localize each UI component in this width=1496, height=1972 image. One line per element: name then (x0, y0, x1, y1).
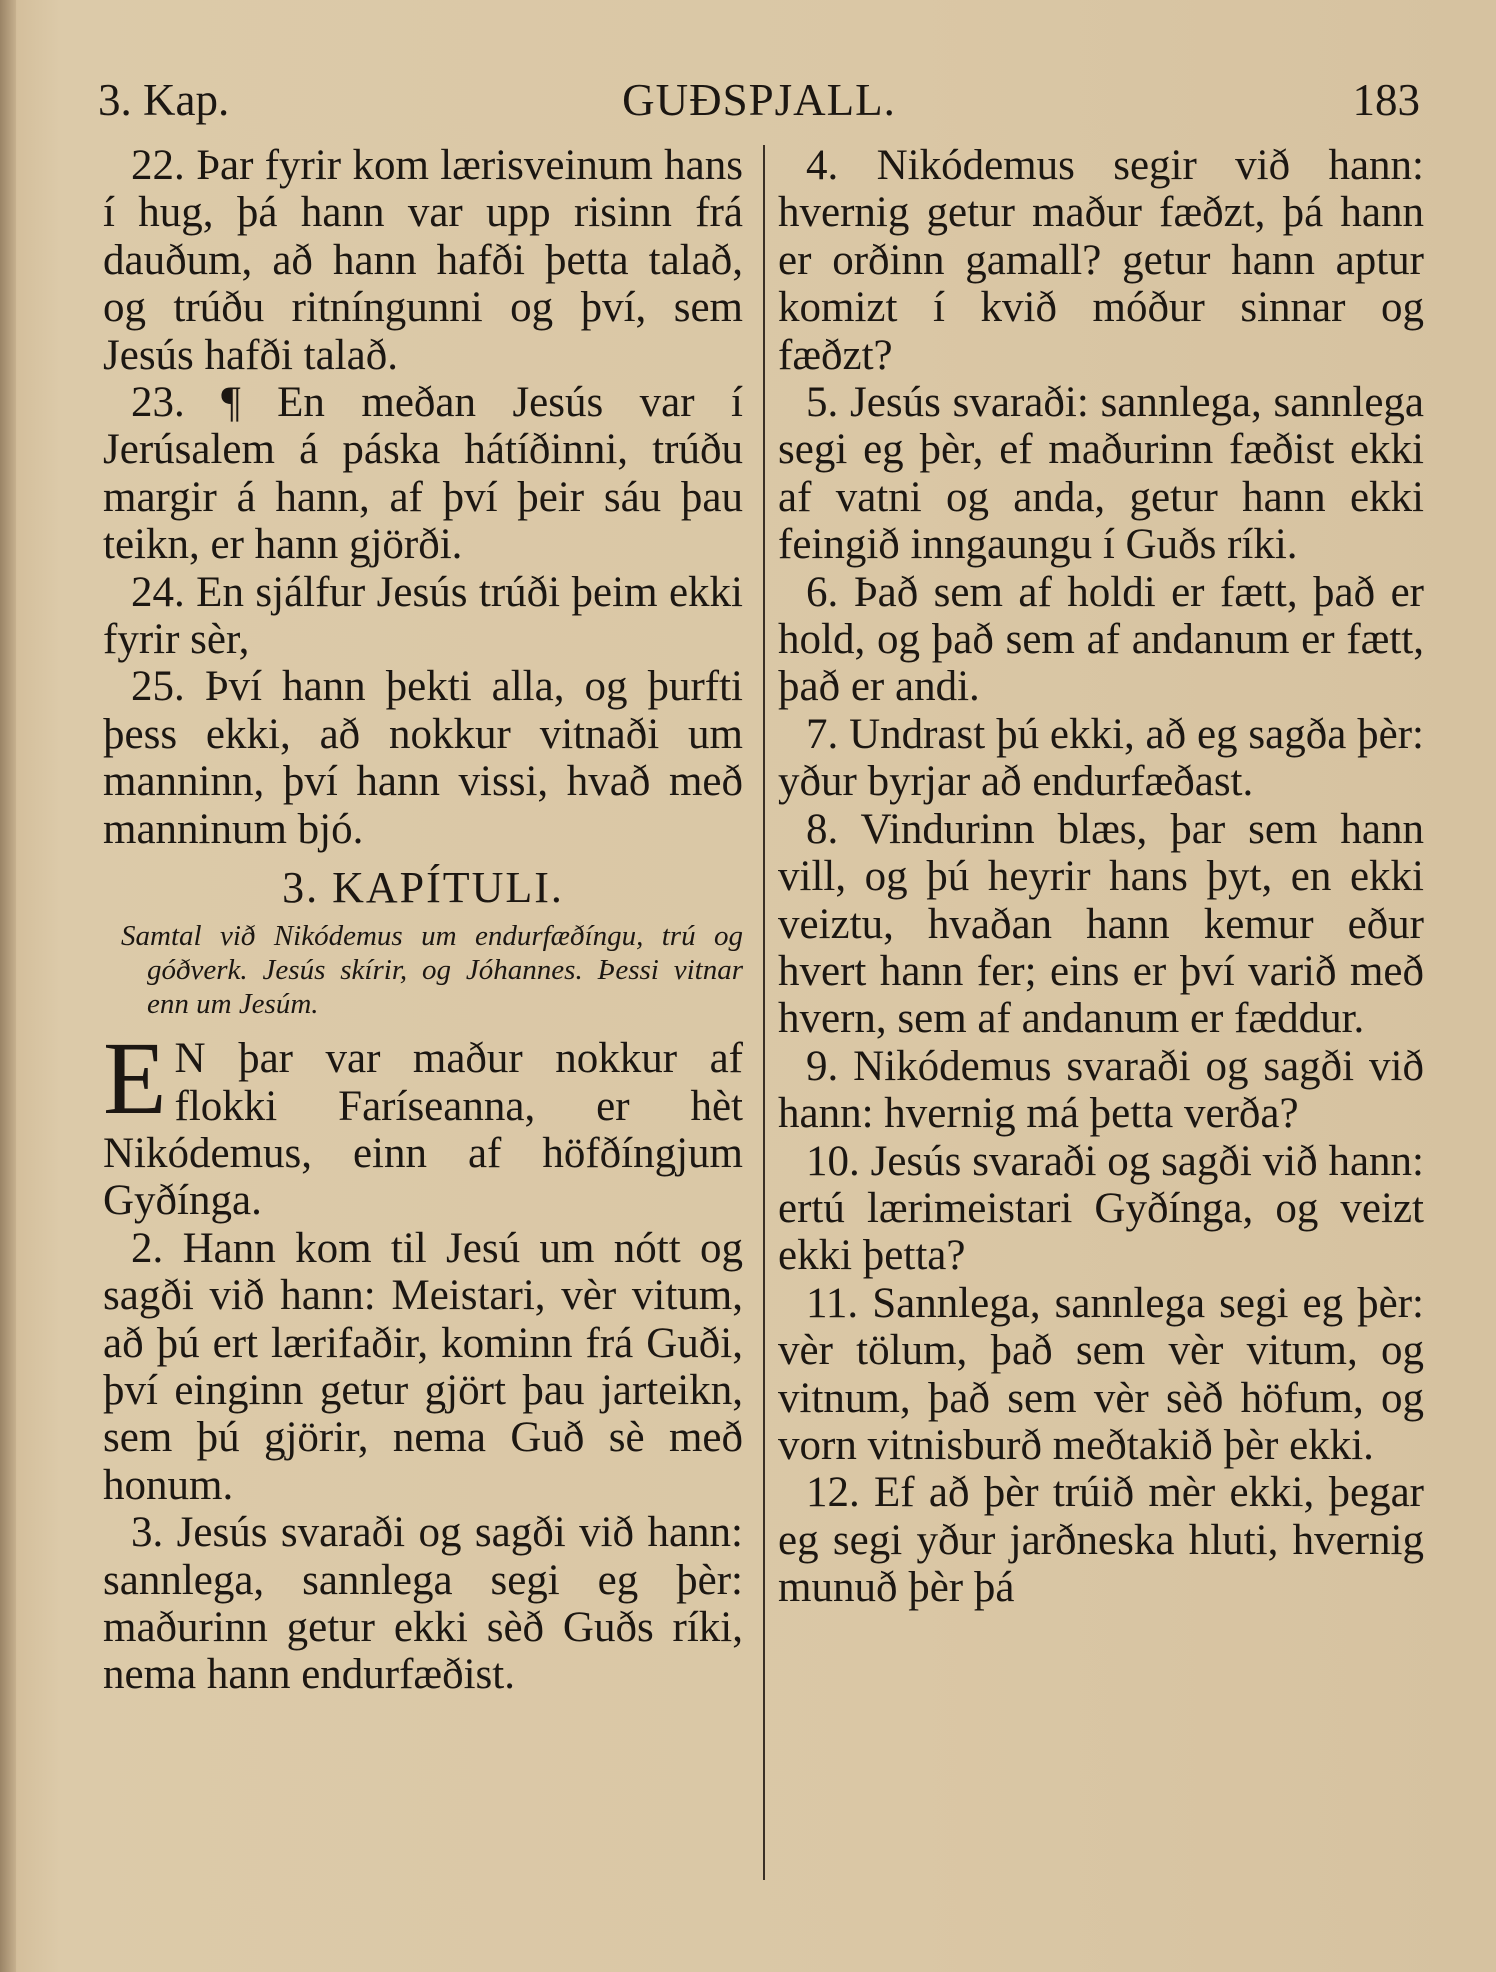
chapter-summary: Samtal við Nikódemus um endurfæðíngu, trú og góðverk. Jesús skírir, og Jóhannes. Þessi vitnar enn um Jesúm. (121, 920, 743, 1021)
header-chapter: 3. Kap. (98, 75, 230, 125)
verse-5: 5. Jesús svaraði: sannlega, sannlega segi eg þèr, ef maðurinn fæðist ekki af vatni og anda, getur hann ekki feingið inngaungu í Guðs ríki. (778, 379, 1424, 569)
verse-23: 23. ¶ En meðan Jesús var í Jerúsalem á páska hátíðinni, trúðu margir á hann, af því þeir sáu þau teikn, er hann gjörði. (103, 379, 743, 569)
verse-7: 7. Undrast þú ekki, að eg sagða þèr: yður byrjar að endurfæðast. (778, 710, 1424, 806)
verse-11: 11. Sannlega, sannlega segi eg þèr: vèr tölum, það sem vèr vitum, og vitnum, það sem vèr sèð höfum, og vorn vitnisburð meðtakið þèr ekki. (778, 1279, 1424, 1469)
page-number: 183 (1352, 75, 1420, 125)
verse-25: 25. Því hann þekti alla, og þurfti þess ekki, að nokkur vitnaði um manninn, því hann vissi, hvað með manninum bjó. (103, 663, 743, 853)
verse-12: 12. Ef að þèr trúið mèr ekki, þegar eg segi yður jarðneska hluti, hvernig munuð þèr þá (778, 1469, 1424, 1612)
column-divider (763, 145, 765, 1880)
page-binding-edge (0, 0, 16, 1972)
running-header (98, 70, 1420, 130)
right-column (778, 142, 1424, 1612)
verse-22: 22. Þar fyrir kom lærisveinum hans í hug, þá hann var upp risinn frá dauðum, að hann hafði þetta talað, og trúðu ritníngunni og því, sem Jesús hafði talað. (103, 142, 743, 379)
drop-cap: E (103, 1021, 167, 1137)
chapter-title: 3. KAPÍTULI. (282, 863, 564, 913)
verse-4: 4. Nikódemus segir við hann: hvernig getur maður fæðzt, þá hann er orðinn gamall? getur hann aptur komizt í kvið móður sinnar og fæðzt? (778, 142, 1424, 379)
verse-24: 24. En sjálfur Jesús trúði þeim ekki fyrir sèr, (103, 568, 743, 664)
verse-6: 6. Það sem af holdi er fætt, það er hold, og það sem af andanum er fætt, það er andi. (778, 568, 1424, 711)
verse-8: 8. Vindurinn blæs, þar sem hann vill, og þú heyrir hans þyt, en ekki veiztu, hvaðan hann kemur eður hvert hann fer; eins er því varið með hvern, sem af andanum er fæddur. (778, 805, 1424, 1043)
verse-3: 3. Jesús svaraði og sagði við hann: sannlega, sannlega segi eg þèr: maðurinn getur ekki sèð Guðs ríki, nema hann endurfæðist. (103, 1509, 743, 1699)
verse-1 (103, 1021, 743, 1225)
left-column (103, 142, 743, 1699)
verse-2: 2. Hann kom til Jesú um nótt og sagði við hann: Meistari, vèr vitum, að þú ert lærifaðir, kominn frá Guði, því einginn getur gjört þau jarteikn, sem þú gjörir, nema Guð sè með honum. (103, 1224, 743, 1509)
header-title: GUÐSPJALL. (622, 75, 896, 125)
verse-1-text: N þar var maður nokkur af flokki Faríseanna, er hèt Nikódemus, einn af höfðíngjum Gyðínga. (103, 1035, 743, 1225)
verse-9: 9. Nikódemus svaraði og sagði við hann: hvernig má þetta verða? (778, 1042, 1424, 1138)
verse-10: 10. Jesús svaraði og sagði við hann: ertú lærimeistari Gyðínga, og veizt ekki þetta? (778, 1137, 1424, 1280)
